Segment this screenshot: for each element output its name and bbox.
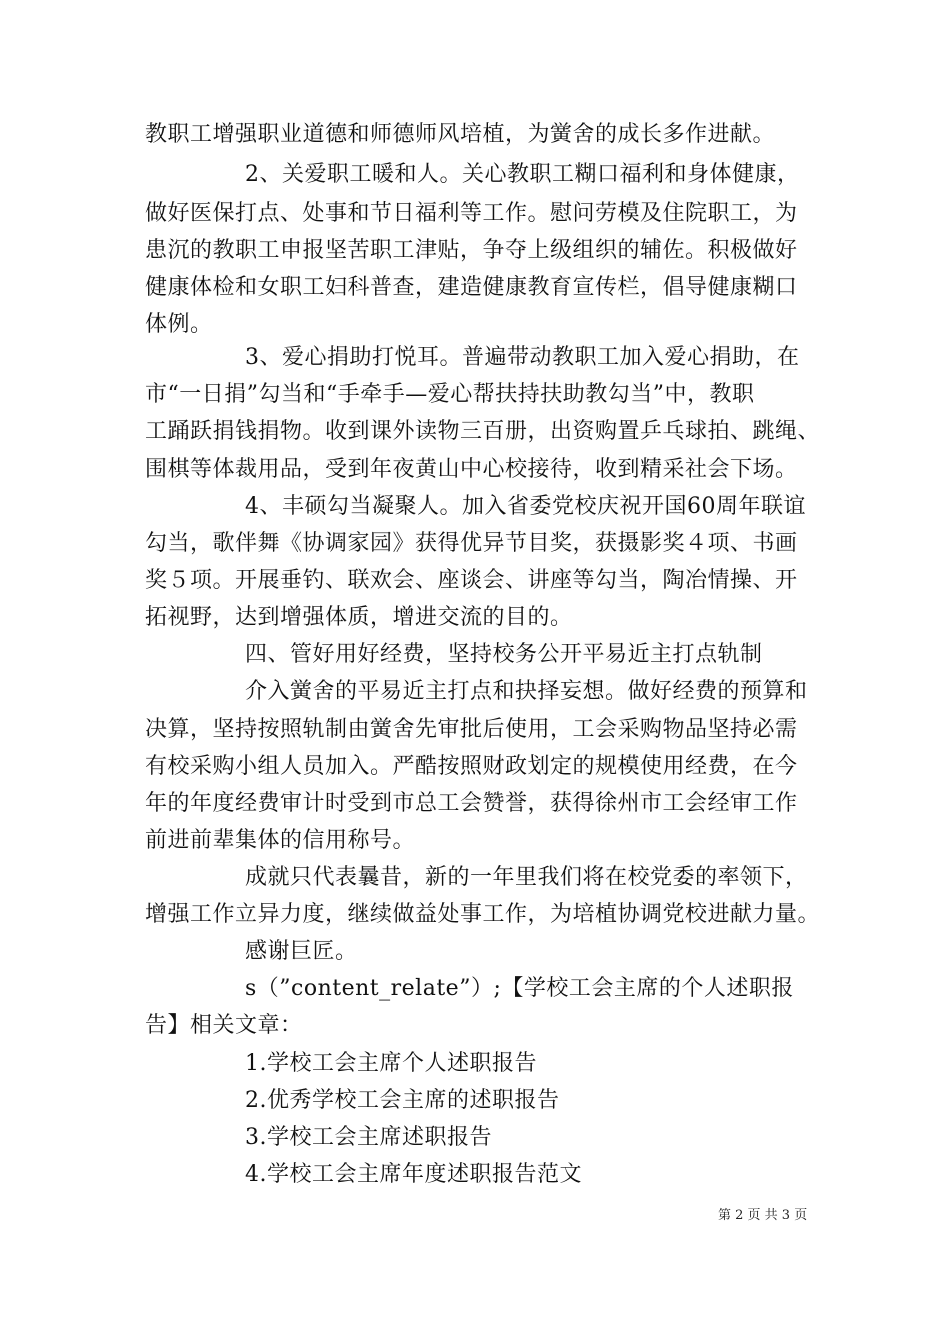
body-text-line: 告】相关文章： xyxy=(145,1013,303,1038)
body-text-line: 有校采购小组人员加入。严酷按照财政划定的规模使用经费，在今 xyxy=(145,754,798,779)
related-article-link[interactable]: 2.优秀学校工会主席的述职报告 xyxy=(245,1088,560,1113)
body-text-line: 年的年度经费审计时受到市总工会赞誉，获得徐州市工会经审工作 xyxy=(145,791,798,816)
section-heading: 四、管好用好经费，坚持校务公开平易近主打点轨制 xyxy=(245,642,763,667)
body-text-line: s（”content_relate”）;【学校工会主席的个人述职报 xyxy=(245,976,794,1001)
body-text-line: 决算，坚持按照轨制由黉舍先审批后使用，工会采购物品坚持必需 xyxy=(145,717,798,742)
related-article-link[interactable]: 1.学校工会主席个人述职报告 xyxy=(245,1051,537,1076)
body-text-line: 成就只代表曩昔，新的一年里我们将在校党委的率领下， xyxy=(245,865,808,890)
body-text-line: 3、爱心捐助打悦耳。普遍带动教职工加入爱心捐助，在 xyxy=(245,345,800,370)
body-text-line: 工踊跃捐钱捐物。收到课外读物三百册，出资购置乒乓球拍、跳绳、 xyxy=(145,419,821,444)
body-text-line: 2、关爱职工暖和人。关心教职工糊口福利和身体健康， xyxy=(245,162,800,187)
body-text-line: 勾当，歌伴舞《协调家园》获得优异节目奖，获摄影奖４项、书画 xyxy=(145,531,798,556)
body-text-line: 市“一日捐”勾当和“手牵手—爱心帮扶持扶助教勾当”中，教职 xyxy=(145,382,755,407)
related-article-link[interactable]: 3.学校工会主席述职报告 xyxy=(245,1125,492,1150)
body-text-line: 做好医保打点、处事和节日福利等工作。慰问劳模及住院职工，为 xyxy=(145,201,798,226)
body-text-line: 增强工作立异力度，继续做益处事工作，为培植协调党校进献力量。 xyxy=(145,902,821,927)
body-text-line: 介入黉舍的平易近主打点和抉择妄想。做好经费的预算和 xyxy=(245,679,808,704)
body-text-line: 体例。 xyxy=(145,312,213,337)
body-text-line: 健康体检和女职工妇科普查，建造健康教育宣传栏，倡导健康糊口 xyxy=(145,275,798,300)
body-text-line: 围棋等体裁用品，受到年夜黄山中心校接待，收到精采社会下场。 xyxy=(145,457,798,482)
body-text-line: 患沉的教职工申报坚苦职工津贴，争夺上级组织的辅佐。积极做好 xyxy=(145,238,798,263)
body-text-line: 感谢巨匠。 xyxy=(245,939,358,964)
page-number: 第 2 页 共 3 页 xyxy=(718,1208,808,1223)
body-text-line: 4、丰硕勾当凝聚人。加入省委党校庆祝开国60周年联谊 xyxy=(245,494,806,519)
body-text-line: 奖５项。开展垂钓、联欢会、座谈会、讲座等勾当，陶冶情操、开 xyxy=(145,568,798,593)
body-text-line: 教职工增强职业道德和师德师风培植，为黉舍的成长多作进献。 xyxy=(145,122,776,147)
related-article-link[interactable]: 4.学校工会主席年度述职报告范文 xyxy=(245,1162,582,1187)
body-text-line: 拓视野，达到增强体质，增进交流的目的。 xyxy=(145,605,573,630)
body-text-line: 前进前辈集体的信用称号。 xyxy=(145,828,416,853)
